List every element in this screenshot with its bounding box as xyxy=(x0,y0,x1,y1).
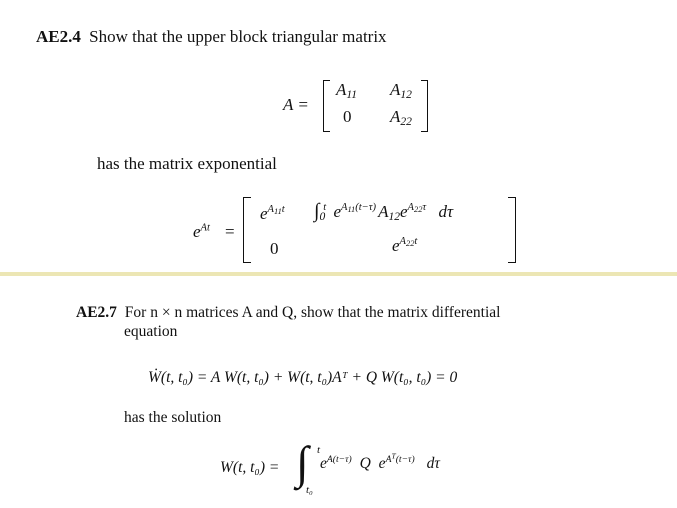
matrix-a-a22: $A_{22}$ xyxy=(390,107,412,129)
solution-integrand: $e^{A(t-\tau)}$ Q $e^{A^T(t-\tau)}$ dτ xyxy=(320,451,440,472)
problem-number: AE2.7 xyxy=(76,304,117,321)
matrix-a-right-bracket xyxy=(421,80,428,132)
problem-statement: Show that the upper block triangular matrix xyxy=(89,27,387,46)
exp-equals: = xyxy=(225,222,235,241)
problem-number: AE2.4 xyxy=(36,27,81,46)
ae27-followup: has the solution xyxy=(124,409,222,426)
ae24-followup: has the matrix exponential xyxy=(97,154,277,173)
solution-integral-sign: ∫ xyxy=(296,437,309,488)
exp-integral-term: $\int_0^t$ $e^{A11(t-\tau)}$ $A_{12}e^{A22\tau}$ dτ xyxy=(314,200,454,224)
problem-ae24-heading xyxy=(36,27,387,47)
solution-integral-upper: t xyxy=(317,444,321,456)
problem-ae27-heading xyxy=(76,304,500,322)
matrix-a-lhs: A = xyxy=(283,95,309,114)
problem-ae27-statement-line2: equation xyxy=(124,323,178,340)
exp-zero: 0 xyxy=(270,239,279,258)
exp-e11: $e^{A11t}$ xyxy=(260,204,285,223)
matrix-a-zero: 0 xyxy=(343,107,352,126)
section-divider xyxy=(0,272,677,276)
matrix-a-left-bracket xyxy=(323,80,330,132)
problem-statement: For n × n matrices A and Q, show that the matrix differential xyxy=(124,304,501,321)
matrix-a-a12: $A_{12}$ xyxy=(390,80,412,102)
matrix-a-a11: $A_{11}$ xyxy=(336,80,358,102)
exp-lhs: $e^{At}$ xyxy=(193,222,210,241)
differential-equation: Ẇ(t, t₀) = A W(t, t₀) + W(t, t₀)Aᵀ + Q W(t₀, t₀) = 0 xyxy=(148,369,458,386)
exp-left-bracket xyxy=(243,197,251,263)
solution-lhs: W(t, t₀) = xyxy=(220,459,280,476)
exp-e22: $e^{A22t}$ xyxy=(392,236,418,255)
solution-integral-lower: t₀ xyxy=(306,484,313,496)
integral-sign: ∫ xyxy=(314,200,320,222)
exp-right-bracket xyxy=(508,197,516,263)
